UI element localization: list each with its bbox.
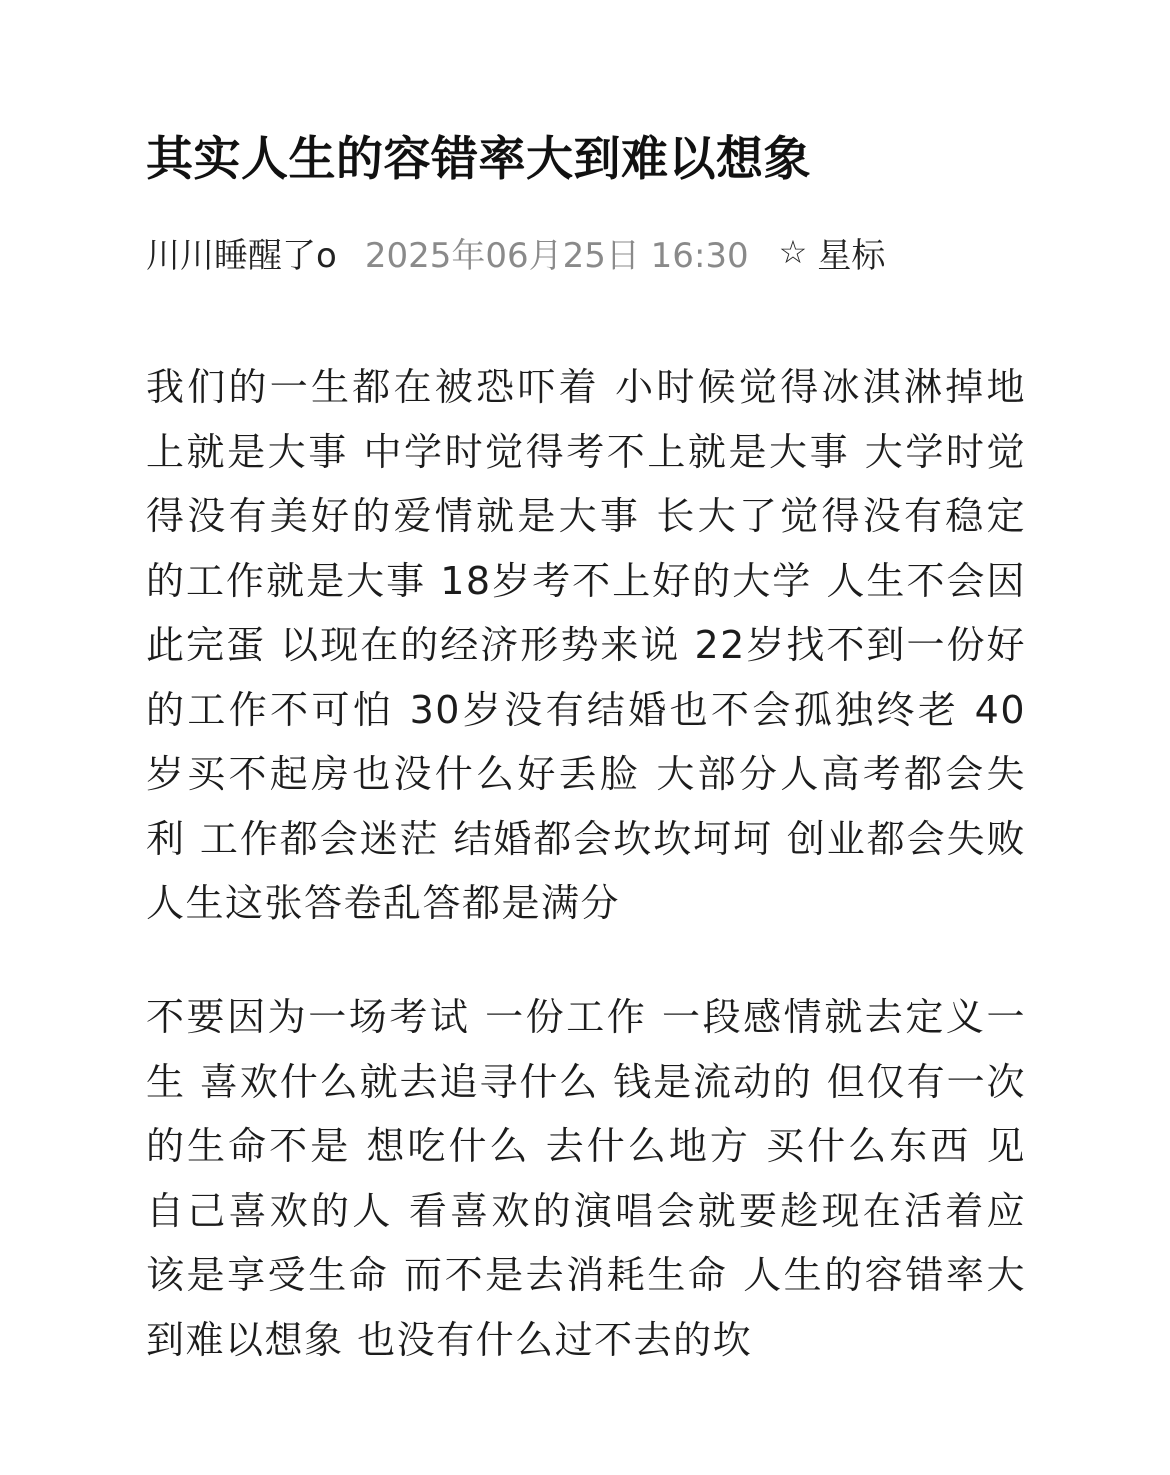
star-button[interactable] bbox=[779, 228, 886, 277]
article-meta bbox=[146, 224, 885, 280]
star-outline-icon: ☆ bbox=[778, 233, 808, 271]
article-title: 其实人生的容错率大到难以想象 bbox=[146, 132, 811, 187]
author-name[interactable]: 川川睡醒了o bbox=[146, 235, 337, 276]
article-paragraph: 不要因为一场考试 一份工作 一段感情就去定义一生 喜欢什么就去追寻什么 钱是流动的 但仅有一次的生命不是 想吃什么 去什么地方 买什么东西 见自己喜欢的人 看喜欢的演唱会就要趁现在活着应该是享受生命 而不是去消耗生命 人生的容错率大到难以想象 也没有什么过不去的坎 bbox=[146, 995, 1026, 1362]
publish-time: 2025年06月25日 16:30 bbox=[364, 235, 749, 276]
star-label: 星标 bbox=[817, 235, 886, 276]
article-paragraph: 我们的一生都在被恐吓着 小时候觉得冰淇淋掉地上就是大事 中学时觉得考不上就是大事 大学时觉得没有美好的爱情就是大事 长大了觉得没有稳定的工作就是大事 18岁考不上好的大学 人生不会因此完蛋 以现在的经济形势来说 22岁找不到一份好的工作不可怕 30岁没有结婚也不会孤独终老 40岁买不起房也没什么好丢脸 大部分人高考都会失利 工作都会迷茫 结婚都会坎坎坷坷 创业都会失败 人生这张答卷乱答都是满分 bbox=[146, 365, 1026, 925]
